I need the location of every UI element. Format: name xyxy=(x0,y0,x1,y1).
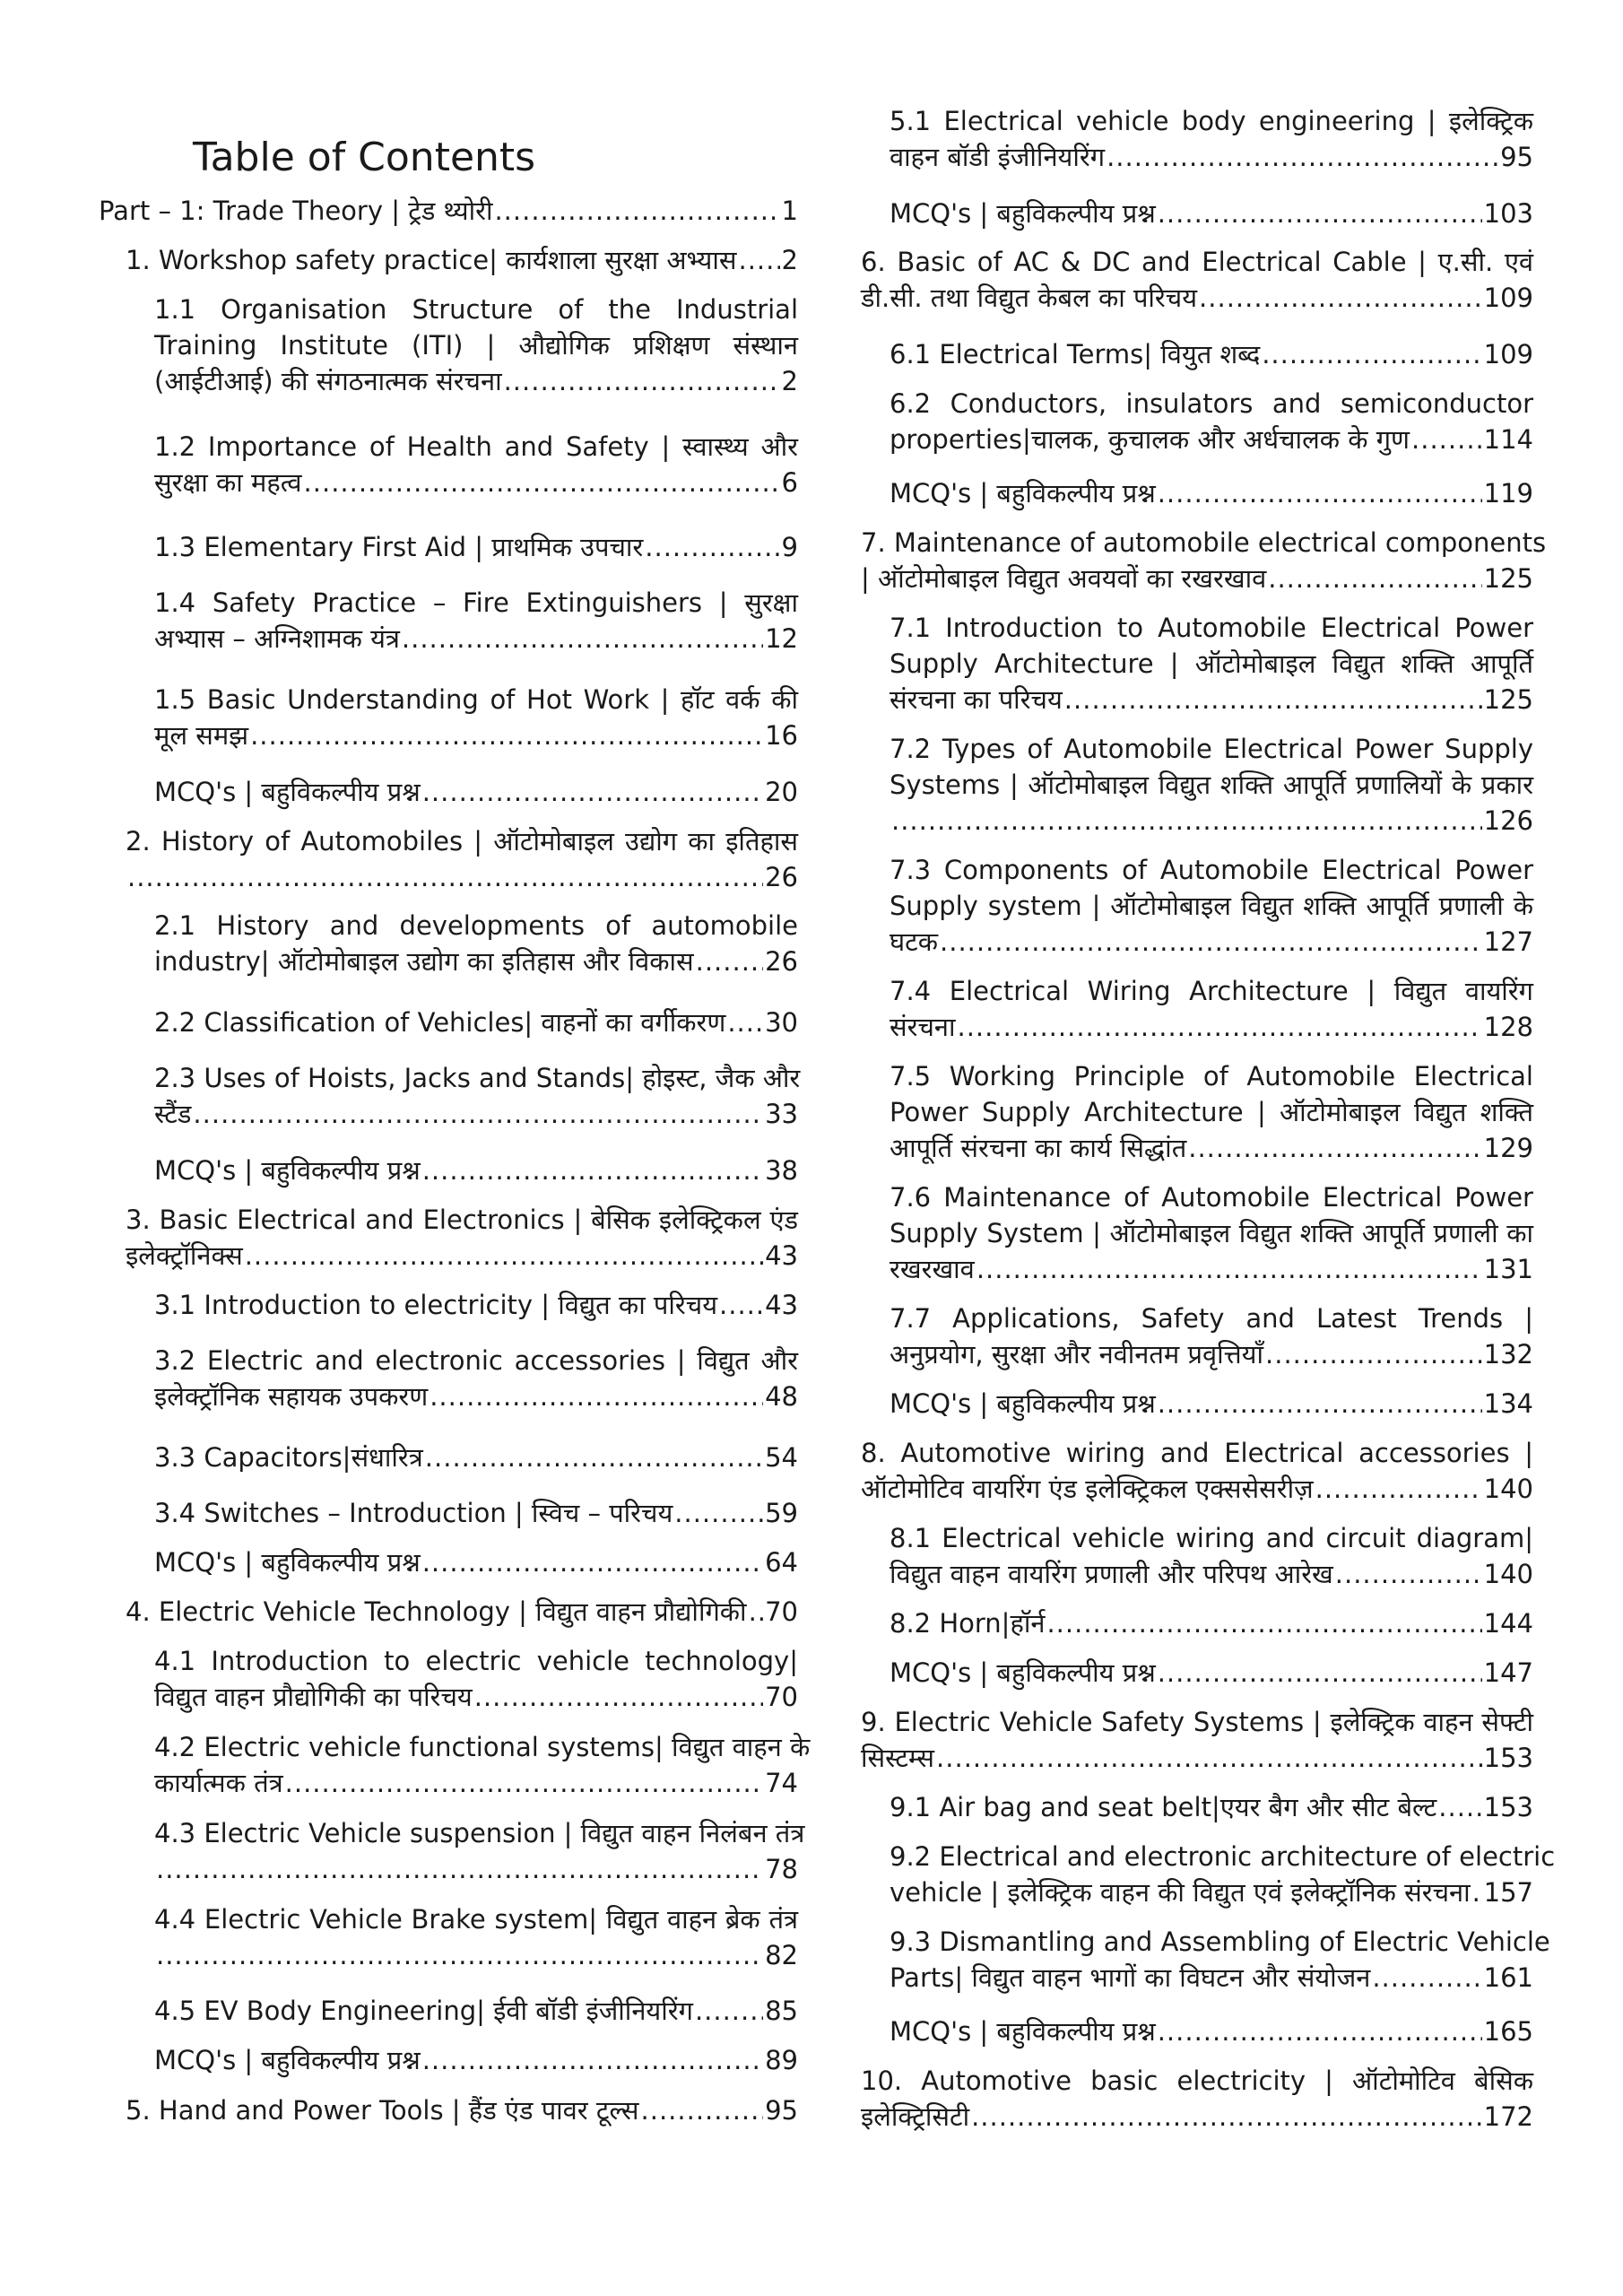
toc-entry-final-line xyxy=(154,529,798,565)
toc-entry-line: 2.3 Uses of Hoists, Jacks and Stands| होइस्ट, जैक और xyxy=(154,1063,801,1093)
toc-entry-line: 3. Basic Electrical and Electronics | बेसिक इलेक्ट्रिकल एंड xyxy=(126,1205,798,1235)
toc-entry[interactable] xyxy=(154,1729,811,1801)
toc-entry-line: 8.1 Electrical vehicle wiring and circuit diagram| xyxy=(890,1523,1533,1553)
toc-entry-final-line xyxy=(154,1004,798,1040)
toc-entry[interactable] xyxy=(154,1544,798,1580)
toc-entry-final-line xyxy=(154,2042,798,2078)
toc-entry-line: 1.5 Basic Understanding of Hot Work | हॉट वर्क की xyxy=(154,684,798,715)
toc-entry-label: 9.1 Air bag and seat belt|एयर बैग और सीट बेल्ट xyxy=(890,1792,1437,1822)
toc-entry[interactable] xyxy=(861,1704,1533,1776)
dot-leader xyxy=(696,944,763,979)
toc-entry-final-line xyxy=(154,944,798,979)
toc-entry[interactable] xyxy=(154,1815,805,1887)
toc-entry-final-line xyxy=(861,280,1533,316)
toc-entry-line: 7.5 Working Principle of Automobile Electrical xyxy=(890,1061,1533,1091)
page-number: 33 xyxy=(765,1099,798,1129)
toc-entry-final-line xyxy=(890,1386,1533,1422)
toc-entry-final-line xyxy=(890,475,1533,511)
toc-entry-label: 5. Hand and Power Tools | हैंड एंड पावर टूल्स xyxy=(126,2095,639,2126)
toc-entry[interactable] xyxy=(154,682,798,753)
toc-entry[interactable] xyxy=(890,973,1533,1045)
toc-entry[interactable] xyxy=(890,1655,1533,1691)
dot-leader xyxy=(1268,561,1481,596)
toc-entry-final-line xyxy=(154,1544,798,1580)
toc-entry-line: 8. Automotive wiring and Electrical accessories | xyxy=(861,1438,1533,1468)
toc-entry-final-line xyxy=(154,1937,798,1973)
toc-entry[interactable] xyxy=(890,2013,1533,2049)
toc-entry-line: 7.6 Maintenance of Automobile Electrical Power xyxy=(890,1182,1533,1213)
toc-entry-final-line xyxy=(890,2013,1533,2049)
toc-entry-line: 7.3 Components of Automobile Electrical Power xyxy=(890,855,1533,885)
toc-entry-line: 7.2 Types of Automobile Electrical Power Supply xyxy=(890,734,1533,764)
toc-entry-final-line xyxy=(154,621,798,657)
toc-entry-label: कार्यात्मक तंत्र xyxy=(154,1768,283,1798)
toc-entry[interactable] xyxy=(154,908,798,979)
page-number: 59 xyxy=(765,1498,798,1528)
toc-entry[interactable] xyxy=(890,610,1533,718)
page-number: 38 xyxy=(765,1155,798,1186)
toc-entry-line: 7.4 Electrical Wiring Architecture | विद्युत वायरिंग xyxy=(890,976,1533,1006)
toc-entry-line: 2. History of Automobiles | ऑटोमोबाइल उद्योग का इतिहास xyxy=(126,826,798,857)
toc-entry-label: ऑटोमोटिव वायरिंग एंड इलेक्ट्रिकल एक्ससेसरीज़ xyxy=(861,1474,1314,1504)
toc-entry-label: 3.3 Capacitors|संधारित्र xyxy=(154,1442,423,1473)
toc-entry-line: 1.4 Safety Practice – Fire Extinguishers | सुरक्षा xyxy=(154,587,798,618)
toc-entry-final-line xyxy=(126,1238,798,1274)
toc-entry[interactable] xyxy=(126,2092,798,2128)
toc-entry[interactable] xyxy=(154,1993,798,2029)
toc-entry-label: 1. Workshop safety practice| कार्यशाला सुरक्षा अभ्यास xyxy=(126,245,737,275)
dot-leader xyxy=(727,1004,763,1040)
dot-leader xyxy=(971,2099,1482,2135)
toc-entry-label: वाहन बॉडी इंजीनियरिंग xyxy=(890,142,1106,172)
page-number: 89 xyxy=(765,2045,798,2075)
toc-entry-label: मूल समझ xyxy=(154,720,249,751)
page-number: 125 xyxy=(1483,563,1533,594)
page-number: 125 xyxy=(1483,684,1533,715)
dot-leader xyxy=(504,363,780,399)
toc-entry[interactable] xyxy=(861,1435,1533,1507)
toc-entry-line: Training Institute (ITI) | औद्योगिक प्रशिक्षण संस्थान xyxy=(154,330,798,361)
page-number: 64 xyxy=(765,1547,798,1578)
toc-entry-line: Supply system | ऑटोमोबाइल विद्युत शक्ति आपूर्ति प्रणाली के xyxy=(890,891,1533,921)
toc-entry-label: MCQ's | बहुविकल्पीय प्रश्न xyxy=(154,777,421,807)
toc-entry-line: 9.2 Electrical and electronic architecture of electric xyxy=(890,1841,1556,1872)
toc-entry-label: संरचना xyxy=(890,1012,956,1042)
dot-leader xyxy=(1158,1386,1482,1422)
page-number: 161 xyxy=(1483,1962,1533,1993)
toc-entry-final-line xyxy=(890,1556,1533,1592)
toc-entry[interactable] xyxy=(890,475,1533,511)
toc-entry[interactable] xyxy=(154,1060,801,1132)
toc-entry[interactable] xyxy=(154,2042,798,2078)
dot-leader xyxy=(1411,422,1482,457)
toc-entry-final-line xyxy=(890,803,1533,839)
toc-entry[interactable] xyxy=(154,291,798,399)
toc-entry[interactable] xyxy=(890,1386,1533,1422)
toc-entry-label: MCQ's | बहुविकल्पीय प्रश्न xyxy=(890,478,1156,509)
dot-leader xyxy=(674,1495,763,1531)
toc-entry-final-line xyxy=(154,1495,798,1531)
toc-entry-final-line xyxy=(154,363,798,399)
toc-entry-line: 9. Electric Vehicle Safety Systems | इलेक्ट्रिक वाहन सेफ्टी xyxy=(861,1707,1533,1737)
page-number: 74 xyxy=(765,1768,798,1798)
toc-entry[interactable] xyxy=(890,852,1533,960)
toc-entry-final-line xyxy=(154,1765,798,1801)
page-number: 144 xyxy=(1483,1608,1533,1639)
toc-entry-line: 1.2 Importance of Health and Safety | स्वास्थ्य और xyxy=(154,431,798,462)
dot-leader xyxy=(1315,1471,1482,1507)
dot-leader xyxy=(1472,1874,1482,1910)
toc-entry[interactable] xyxy=(99,193,798,229)
page-number: 165 xyxy=(1483,2016,1533,2047)
toc-entry-final-line xyxy=(861,1471,1533,1507)
page-number: 95 xyxy=(1500,142,1533,172)
toc-entry-line: 3.2 Electric and electronic accessories | विद्युत और xyxy=(154,1345,798,1376)
toc-entry-line: 2.1 History and developments of automobile xyxy=(154,910,798,941)
toc-entry-label: इलेक्ट्रिसिटी xyxy=(861,2101,970,2132)
toc-entry[interactable] xyxy=(890,1520,1533,1592)
dot-leader xyxy=(958,1009,1482,1045)
toc-entry-label: विद्युत वाहन प्रौद्योगिकी का परिचय xyxy=(154,1682,473,1712)
page-number: 109 xyxy=(1483,339,1533,370)
dot-leader xyxy=(422,1544,763,1580)
dot-leader xyxy=(425,1439,763,1475)
page-number: 134 xyxy=(1483,1388,1533,1419)
toc-entry-label: सुरक्षा का महत्व xyxy=(154,467,302,498)
toc-entry[interactable] xyxy=(861,525,1547,596)
dot-leader xyxy=(1438,1789,1481,1825)
dot-leader xyxy=(891,803,1482,839)
toc-entry-label: MCQ's | बहुविकल्पीय प्रश्न xyxy=(890,1388,1156,1419)
page-number: 114 xyxy=(1483,424,1533,455)
dot-leader xyxy=(1064,682,1482,718)
toc-entry[interactable] xyxy=(861,2063,1533,2135)
toc-entry-final-line xyxy=(890,336,1533,372)
toc-entry[interactable] xyxy=(154,585,798,657)
page-number: 9 xyxy=(781,532,798,562)
toc-entry[interactable] xyxy=(890,1839,1556,1910)
toc-entry-final-line xyxy=(890,1874,1533,1910)
page-number: 70 xyxy=(765,1596,798,1627)
dot-leader xyxy=(1262,336,1481,372)
dot-leader xyxy=(1188,1130,1481,1166)
toc-entry[interactable] xyxy=(154,1343,798,1414)
toc-entry[interactable] xyxy=(126,242,798,278)
dot-leader xyxy=(285,1765,763,1801)
toc-entry-line: 6.2 Conductors, insulators and semiconductor xyxy=(890,388,1533,419)
toc-entry-label: स्टैंड xyxy=(154,1099,192,1129)
toc-entry[interactable] xyxy=(890,386,1533,457)
dot-leader xyxy=(422,1152,763,1188)
toc-entry[interactable] xyxy=(154,1004,798,1040)
toc-entry-final-line xyxy=(99,193,798,229)
page-number: 1 xyxy=(781,196,798,226)
page-number: 153 xyxy=(1483,1792,1533,1822)
toc-entry-label: properties|चालक, कुचालक और अर्धचालक के गुण xyxy=(890,424,1410,455)
toc-entry-final-line xyxy=(154,1679,798,1715)
toc-entry[interactable] xyxy=(154,774,798,810)
page-number: 48 xyxy=(765,1381,798,1412)
toc-entry-label: इलेक्ट्रॉनिक्स xyxy=(126,1240,243,1271)
toc-entry-label: 3.1 Introduction to electricity | विद्युत का परिचय xyxy=(154,1290,718,1320)
page-number: 85 xyxy=(765,1996,798,2026)
page-number: 132 xyxy=(1483,1339,1533,1370)
dot-leader xyxy=(430,1378,763,1414)
toc-entry[interactable] xyxy=(890,196,1533,231)
toc-entry-final-line xyxy=(126,1594,798,1630)
toc-entry-label: 8.2 Horn|हॉर्न xyxy=(890,1608,1046,1639)
page-number: 119 xyxy=(1483,478,1533,509)
toc-entry[interactable] xyxy=(154,1901,798,1973)
dot-leader xyxy=(645,529,779,565)
page-number: 2 xyxy=(781,366,798,396)
toc-entry-final-line xyxy=(890,1009,1533,1045)
page-number: 70 xyxy=(765,1682,798,1712)
toc-entry-label: 2.2 Classification of Vehicles| वाहनों का वर्गीकरण xyxy=(154,1007,726,1038)
toc-entry-label: रखरखाव xyxy=(890,1254,975,1284)
dot-leader xyxy=(1046,1605,1481,1641)
toc-entry-label: 4. Electric Vehicle Technology | विद्युत वाहन प्रौद्योगिकी xyxy=(126,1596,747,1627)
toc-entry[interactable] xyxy=(890,1058,1533,1166)
toc-entry-label: MCQ's | बहुविकल्पीय प्रश्न xyxy=(154,2045,421,2075)
toc-entry-final-line xyxy=(154,1439,798,1475)
toc-entry-line: 7.1 Introduction to Automobile Electrical Power xyxy=(890,613,1533,643)
toc-entry-final-line xyxy=(126,2092,798,2128)
dot-leader xyxy=(1158,1655,1482,1691)
dot-leader xyxy=(422,2042,763,2078)
dot-leader xyxy=(474,1679,763,1715)
dot-leader xyxy=(402,621,763,657)
toc-entry-final-line xyxy=(861,561,1533,596)
toc-entry-label: घटक xyxy=(890,926,939,957)
toc-entry-label: MCQ's | बहुविकल्पीय प्रश्न xyxy=(154,1155,421,1186)
toc-entry-line: 5.1 Electrical vehicle body engineering | इलेक्ट्रिक xyxy=(890,106,1533,136)
dot-leader xyxy=(156,1851,763,1887)
toc-entry-label: विद्युत वाहन वायरिंग प्रणाली और परिपथ आरेख xyxy=(890,1559,1333,1589)
toc-entry-label: industry| ऑटोमोबाइल उद्योग का इतिहास और विकास xyxy=(154,946,694,977)
toc-entry-line: Systems | ऑटोमोबाइल विद्युत शक्ति आपूर्ति प्रणालियों के प्रकार xyxy=(890,770,1533,800)
toc-entry[interactable] xyxy=(861,244,1533,316)
page-number: 20 xyxy=(765,777,798,807)
toc-entry-final-line xyxy=(890,196,1533,231)
page-number: 6 xyxy=(781,467,798,498)
toc-entry-final-line xyxy=(154,718,798,753)
toc-entry[interactable] xyxy=(154,1439,798,1475)
toc-entry[interactable] xyxy=(126,1202,798,1274)
toc-entry-final-line xyxy=(154,774,798,810)
toc-entry[interactable] xyxy=(154,1495,798,1531)
page-number: 157 xyxy=(1483,1877,1533,1908)
page-number: 128 xyxy=(1483,1012,1533,1042)
page-number: 82 xyxy=(765,1940,798,1970)
toc-entry[interactable] xyxy=(154,1287,798,1323)
toc-entry-label: Parts| विद्युत वाहन भागों का विघटन और संयोजन xyxy=(890,1962,1371,1993)
page-number: 140 xyxy=(1483,1559,1533,1589)
toc-entry-final-line xyxy=(890,139,1533,175)
page-number: 147 xyxy=(1483,1657,1533,1688)
toc-entry-final-line xyxy=(890,1605,1533,1641)
toc-entry-label: 4.5 EV Body Engineering| ईवी बॉडी इंजीनियरिंग xyxy=(154,1996,693,2026)
toc-entry-line: 1.1 Organisation Structure of the Industrial xyxy=(154,294,798,325)
toc-entry-final-line xyxy=(890,1960,1533,1996)
toc-entry-label: Part – 1: Trade Theory | ट्रेड थ्योरी xyxy=(99,196,493,226)
dot-leader xyxy=(641,2092,764,2128)
toc-entry-label: MCQ's | बहुविकल्पीय प्रश्न xyxy=(890,1657,1156,1688)
dot-leader xyxy=(738,242,779,278)
toc-entry-label: संरचना का परिचय xyxy=(890,684,1063,715)
page-number: 126 xyxy=(1483,805,1533,836)
dot-leader xyxy=(1265,1336,1482,1372)
toc-entry-final-line xyxy=(890,1655,1533,1691)
dot-leader xyxy=(250,718,763,753)
toc-entry-label: MCQ's | बहुविकल्पीय प्रश्न xyxy=(154,1547,421,1578)
page-number: 127 xyxy=(1483,926,1533,957)
toc-entry-label: MCQ's | बहुविकल्पीय प्रश्न xyxy=(890,198,1156,229)
page-number: 78 xyxy=(765,1854,798,1884)
dot-leader xyxy=(976,1251,1482,1287)
dot-leader xyxy=(695,1993,763,2029)
dot-leader xyxy=(193,1096,763,1132)
page-number: 103 xyxy=(1483,198,1533,229)
toc-entry[interactable] xyxy=(890,336,1533,372)
toc-entry-final-line xyxy=(861,2099,1533,2135)
toc-entry-final-line xyxy=(154,1993,798,2029)
page-number: 129 xyxy=(1483,1133,1533,1163)
page-title: Table of Contents xyxy=(193,135,536,180)
toc-entry-line: Supply System | ऑटोमोबाइल विद्युत शक्ति आपूर्ति प्रणाली का xyxy=(890,1218,1533,1248)
page-number: 2 xyxy=(781,245,798,275)
toc-entry[interactable] xyxy=(154,429,798,500)
dot-leader xyxy=(1107,139,1498,175)
toc-entry-label: | ऑटोमोबाइल विद्युत अवयवों का रखरखाव xyxy=(861,563,1267,594)
dot-leader xyxy=(936,1740,1482,1776)
page-number: 140 xyxy=(1483,1474,1533,1504)
page-number: 54 xyxy=(765,1442,798,1473)
toc-entry[interactable] xyxy=(154,1152,798,1188)
page-number: 12 xyxy=(765,623,798,654)
toc-entry-label: (आईटीआई) की संगठनात्मक संरचना xyxy=(154,366,502,396)
toc-entry-final-line xyxy=(154,1152,798,1188)
toc-entry-label: इलेक्ट्रॉनिक सहायक उपकरण xyxy=(154,1381,429,1412)
page-number: 30 xyxy=(765,1007,798,1038)
dot-leader xyxy=(127,859,763,895)
toc-entry-final-line xyxy=(890,1130,1533,1166)
dot-leader xyxy=(304,465,780,500)
toc-entry-label: 1.3 Elementary First Aid | प्राथमिक उपचार xyxy=(154,532,644,562)
toc-entry-line: 6. Basic of AC & DC and Electrical Cable | ए.सी. एवं xyxy=(861,247,1533,277)
page-number: 95 xyxy=(765,2095,798,2126)
toc-entry-line: 9.3 Dismantling and Assembling of Electric Vehicle xyxy=(890,1926,1550,1957)
dot-leader xyxy=(1372,1960,1481,1996)
toc-entry-final-line xyxy=(861,1740,1533,1776)
toc-entry-label: अनुप्रयोग, सुरक्षा और नवीनतम प्रवृत्तियाँ xyxy=(890,1339,1264,1370)
toc-entry[interactable] xyxy=(890,1605,1533,1641)
dot-leader xyxy=(1199,280,1482,316)
dot-leader xyxy=(422,774,763,810)
toc-entry-line: 4.4 Electric Vehicle Brake system| विद्युत वाहन ब्रेक तंत्र xyxy=(154,1904,798,1935)
dot-leader xyxy=(494,193,779,229)
dot-leader xyxy=(940,924,1482,960)
toc-entry[interactable] xyxy=(126,823,798,895)
toc-entry[interactable] xyxy=(890,731,1533,839)
dot-leader xyxy=(1158,475,1482,511)
toc-entry-final-line xyxy=(890,1336,1533,1372)
page-number: 131 xyxy=(1483,1254,1533,1284)
toc-entry-final-line xyxy=(890,1789,1533,1825)
toc-entry[interactable] xyxy=(154,1643,798,1715)
page-number: 16 xyxy=(765,720,798,751)
toc-entry-final-line xyxy=(154,1096,798,1132)
toc-entry-label: अभ्यास – अग्निशामक यंत्र xyxy=(154,623,400,654)
toc-entry-line: 4.3 Electric Vehicle suspension | विद्युत वाहन निलंबन तंत्र xyxy=(154,1818,805,1848)
toc-entry-final-line xyxy=(154,465,798,500)
dot-leader xyxy=(245,1238,763,1274)
toc-entry[interactable] xyxy=(890,1179,1533,1287)
toc-entry-label: 3.4 Switches – Introduction | स्विच – परिचय xyxy=(154,1498,673,1528)
toc-entry-final-line xyxy=(126,242,798,278)
dot-leader xyxy=(1335,1556,1482,1592)
dot-leader xyxy=(1158,2013,1482,2049)
toc-entry[interactable] xyxy=(154,529,798,565)
toc-entry[interactable] xyxy=(890,1789,1533,1825)
toc-entry-label: सिस्टम्स xyxy=(861,1743,935,1773)
dot-leader xyxy=(156,1937,763,1973)
toc-entry-label: डी.सी. तथा विद्युत केबल का परिचय xyxy=(861,283,1198,313)
dot-leader xyxy=(719,1287,763,1323)
toc-entry-final-line xyxy=(154,1851,798,1887)
toc-entry-line: Supply Architecture | ऑटोमोबाइल विद्युत शक्ति आपूर्ति xyxy=(890,648,1533,679)
toc-entry[interactable] xyxy=(126,1594,798,1630)
toc-entry-final-line xyxy=(890,1251,1533,1287)
toc-entry[interactable] xyxy=(890,1924,1550,1996)
toc-entry[interactable] xyxy=(890,103,1533,175)
page-number: 43 xyxy=(765,1290,798,1320)
page-number: 109 xyxy=(1483,283,1533,313)
toc-entry-line: 7.7 Applications, Safety and Latest Trends | xyxy=(890,1303,1533,1334)
toc-entry-final-line xyxy=(154,1378,798,1414)
toc-entry-line: Power Supply Architecture | ऑटोमोबाइल विद्युत शक्ति xyxy=(890,1097,1533,1127)
page-number: 26 xyxy=(765,946,798,977)
toc-entry[interactable] xyxy=(890,1300,1533,1372)
toc-entry-label: MCQ's | बहुविकल्पीय प्रश्न xyxy=(890,2016,1156,2047)
toc-entry-label: आपूर्ति संरचना का कार्य सिद्धांत xyxy=(890,1133,1187,1163)
toc-entry-label: vehicle | इलेक्ट्रिक वाहन की विद्युत एवं इलेक्ट्रॉनिक संरचना xyxy=(890,1877,1471,1908)
page-number: 26 xyxy=(765,862,798,892)
toc-entry-label: 6.1 Electrical Terms| वियुत शब्द xyxy=(890,339,1261,370)
toc-entry-final-line xyxy=(890,924,1533,960)
toc-entry-final-line xyxy=(126,859,798,895)
page-number: 172 xyxy=(1483,2101,1533,2132)
dot-leader xyxy=(1158,196,1482,231)
page-number: 153 xyxy=(1483,1743,1533,1773)
toc-entry-line: 7. Maintenance of automobile electrical components xyxy=(861,527,1547,558)
toc-entry-line: 4.2 Electric vehicle functional systems| विद्युत वाहन के xyxy=(154,1732,811,1762)
toc-entry-line: 10. Automotive basic electricity | ऑटोमोटिव बेसिक xyxy=(861,2066,1533,2096)
toc-entry-line: 4.1 Introduction to electric vehicle technology| xyxy=(154,1646,798,1676)
page-number: 43 xyxy=(765,1240,798,1271)
toc-entry-final-line xyxy=(890,682,1533,718)
dot-leader xyxy=(749,1594,764,1630)
toc-entry-final-line xyxy=(890,422,1533,457)
toc-entry-final-line xyxy=(154,1287,798,1323)
